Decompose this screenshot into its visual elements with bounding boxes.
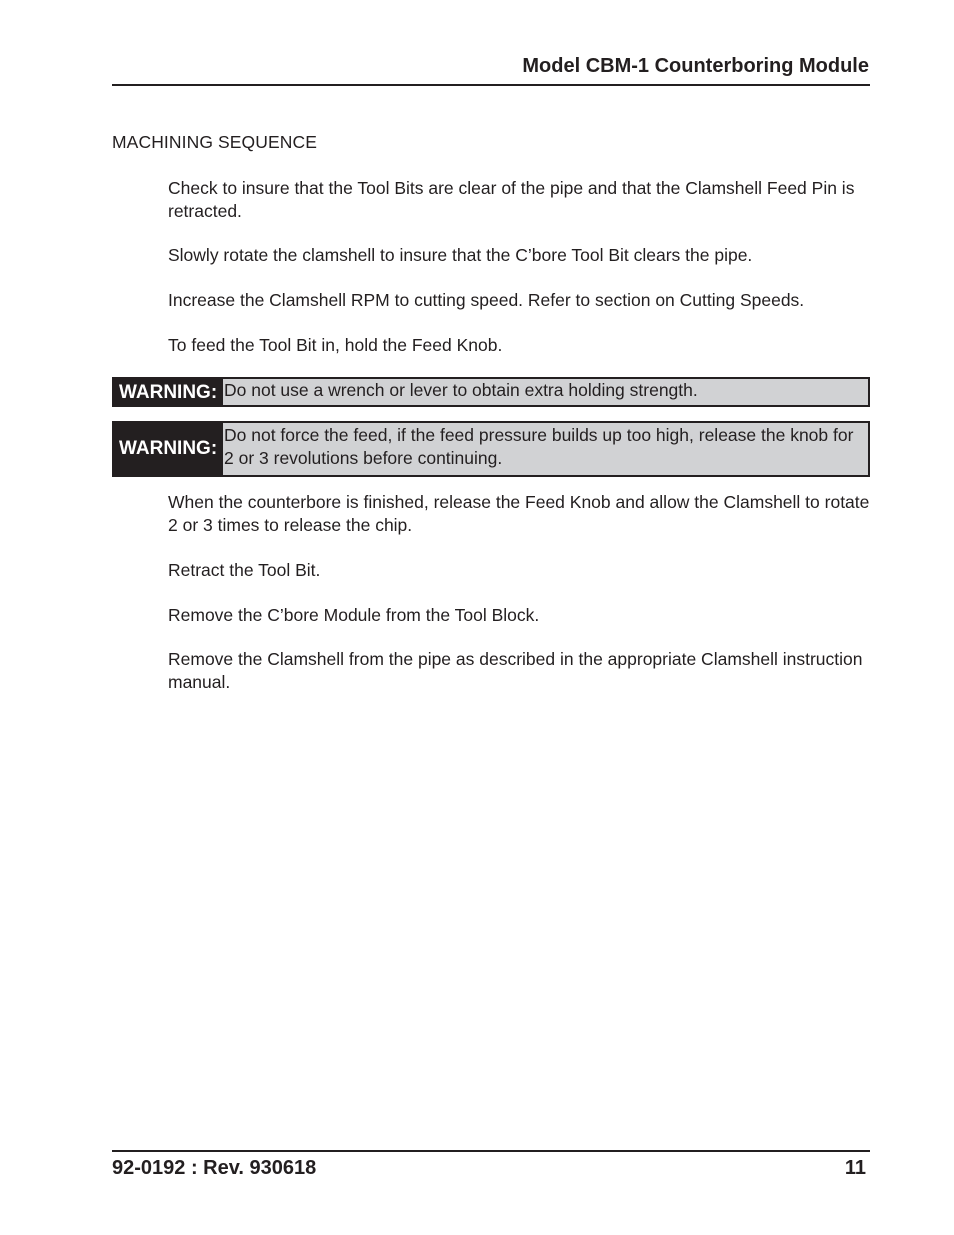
warning-text: Do not force the feed, if the feed pressure builds up too high, release the knob for 2 or 3 revolutions before continuing. xyxy=(223,421,870,477)
warning-box xyxy=(112,421,870,477)
step-paragraph: Increase the Clamshell RPM to cutting speed. Refer to section on Cutting Speeds. xyxy=(168,290,805,310)
step-paragraph: Slowly rotate the clamshell to insure that the C’bore Tool Bit clears the pipe. xyxy=(168,245,753,265)
step-paragraph: When the counterbore is finished, release the Feed Knob and allow the Clamshell to rotate 2 or 3 times to release the chip. xyxy=(168,492,870,535)
step-paragraph: Remove the C’bore Module from the Tool Block. xyxy=(168,605,540,625)
warning-box xyxy=(112,377,870,407)
footer-rule xyxy=(112,1150,870,1152)
step-paragraph: Retract the Tool Bit. xyxy=(168,560,321,580)
header-rule xyxy=(112,84,870,86)
document-number: 92-0192 : Rev. 930618 xyxy=(112,1157,317,1179)
warning-label: WARNING: xyxy=(112,421,223,477)
warning-text: Do not use a wrench or lever to obtain extra holding strength. xyxy=(223,377,870,407)
step-paragraph: Remove the Clamshell from the pipe as described in the appropriate Clamshell instruction manual. xyxy=(168,649,863,692)
warning-label: WARNING: xyxy=(112,377,223,407)
page-number: 11 xyxy=(844,1157,866,1179)
page-header-title: Model CBM-1 Counterboring Module xyxy=(522,55,869,77)
step-paragraph: Check to insure that the Tool Bits are clear of the pipe and that the Clamshell Feed Pin is retracted. xyxy=(168,178,855,221)
section-title: MACHINING SEQUENCE xyxy=(112,132,318,152)
step-paragraph: To feed the Tool Bit in, hold the Feed Knob. xyxy=(168,335,503,355)
